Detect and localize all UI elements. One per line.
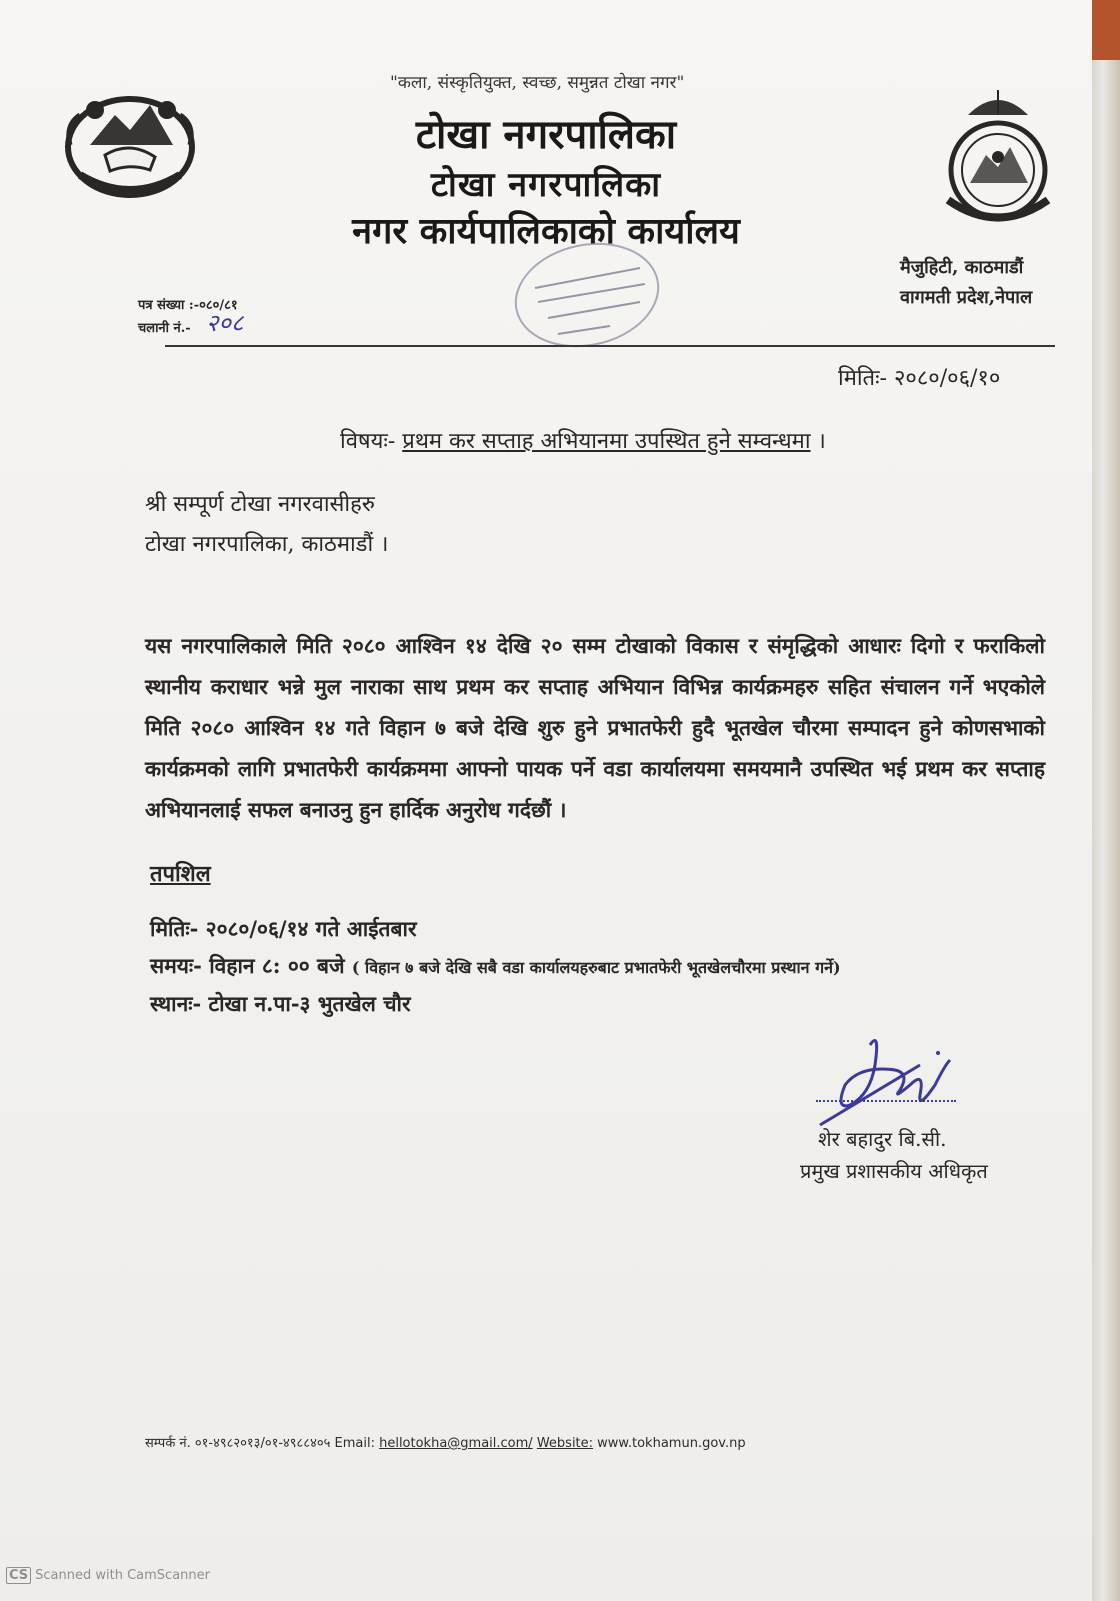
footer-email-label: Email: [334, 1436, 375, 1451]
details-date: मितिः- २०८०/०६/१४ गते आईतबार [150, 916, 417, 941]
footer-email[interactable]: hellotokha@gmail.com/ [379, 1436, 533, 1451]
details-time-value: समयः- विहान ८: ०० बजे [150, 953, 345, 978]
handwritten-signature [800, 1025, 970, 1135]
subject-text: प्रथम कर सप्ताह अभियानमा उपस्थित हुने सम्वन्धमा [402, 429, 811, 454]
signature-line [816, 1100, 956, 1102]
footer-website-label: Website: [536, 1436, 594, 1451]
camscanner-icon: CS [6, 1567, 31, 1584]
page-edge [1092, 0, 1120, 1601]
address-line-2: वागमती प्रदेश,नेपाल [900, 287, 1033, 308]
subject-line [340, 425, 826, 455]
letter-date: मितिः- २०८०/०६/१० [838, 366, 1001, 391]
office-title: नगर कार्यपालिकाको कार्यालय [352, 210, 740, 252]
footer-phone: सम्पर्क नं. ०१-४९८२०१३/०१-४९८८४०५ [145, 1436, 331, 1451]
municipality-title-stylized: टोखा नगरपालिका [430, 165, 662, 205]
addressee-line-2: टोखा नगरपालिका, काठमाडौं । [145, 532, 389, 557]
address-line-1: मैजुहिटी, काठमाडौं [900, 257, 1024, 278]
footer-website[interactable]: www.tokhamun.gov.np [597, 1436, 746, 1451]
details-time [150, 952, 841, 980]
dispatch-number-label: चलानी नं.- [138, 321, 191, 336]
details-place: स्थानः- टोखा न.पा-३ भुतखेल चौर [150, 991, 411, 1016]
scanner-watermark [6, 1567, 210, 1584]
municipality-title: टोखा नगरपालिका [415, 111, 677, 158]
details-time-note: ( विहान ७ बजे देखि सबै वडा कार्यालयहरुबाट प्रभातफेरी भूतखेलचौरमा प्रस्थान गर्ने) [351, 958, 841, 977]
scanner-text: Scanned with CamScanner [35, 1568, 210, 1583]
subject-label: विषयः- [340, 429, 396, 454]
header-divider [165, 345, 1055, 347]
page-edge-corner [1092, 0, 1120, 60]
signer-title: प्रमुख प्रशासकीय अधिकृत [800, 1159, 988, 1183]
dispatch-number-handwritten: २०८ [206, 309, 244, 337]
slogan-text: "कला, संस्कृतियुक्त, स्वच्छ, समुन्नत टोखा नगर" [390, 73, 685, 93]
footer-contact [145, 1433, 746, 1451]
letter-body: यस नगरपालिकाले मिति २०८० आश्विन १४ देखि २० सम्म टोखाको विकास र संमृद्धिको आधारः दिगो र फराकिलो स्थानीय कराधार भन्ने मुल नाराका साथ प्रथम कर सप्ताह अभियान विभिन्न कार्यक्रमहरु सहित संचालन गर्ने भएकोले मिति २०८० आश्विन १४ गते विहान ७ बजे देखि शुरु हुने प्रभातफेरी हुदै भूतखेल चौरमा सम्पादन हुने कोणसभाको कार्यक्रमको लागि प्रभातफेरी कार्यक्रममा आफ्नो पायक पर्ने वडा कार्यालयमा समयमानै उपस्थित भई प्रथम कर सप्ताह अभियानलाई सफल बनाउनु हुन हार्दिक अनुरोध गर्दछौं । [145, 633, 1045, 822]
signer-name: शेर बहादुर बि.सी. [818, 1127, 947, 1151]
subject-end: । [817, 429, 826, 454]
office-stamp [500, 240, 675, 360]
details-heading: तपशिल [150, 861, 211, 887]
letter-number: पत्र संख्या :-०८०/८१ [138, 298, 238, 313]
addressee-line-1: श्री सम्पूर्ण टोखा नगरवासीहरु [145, 492, 375, 517]
